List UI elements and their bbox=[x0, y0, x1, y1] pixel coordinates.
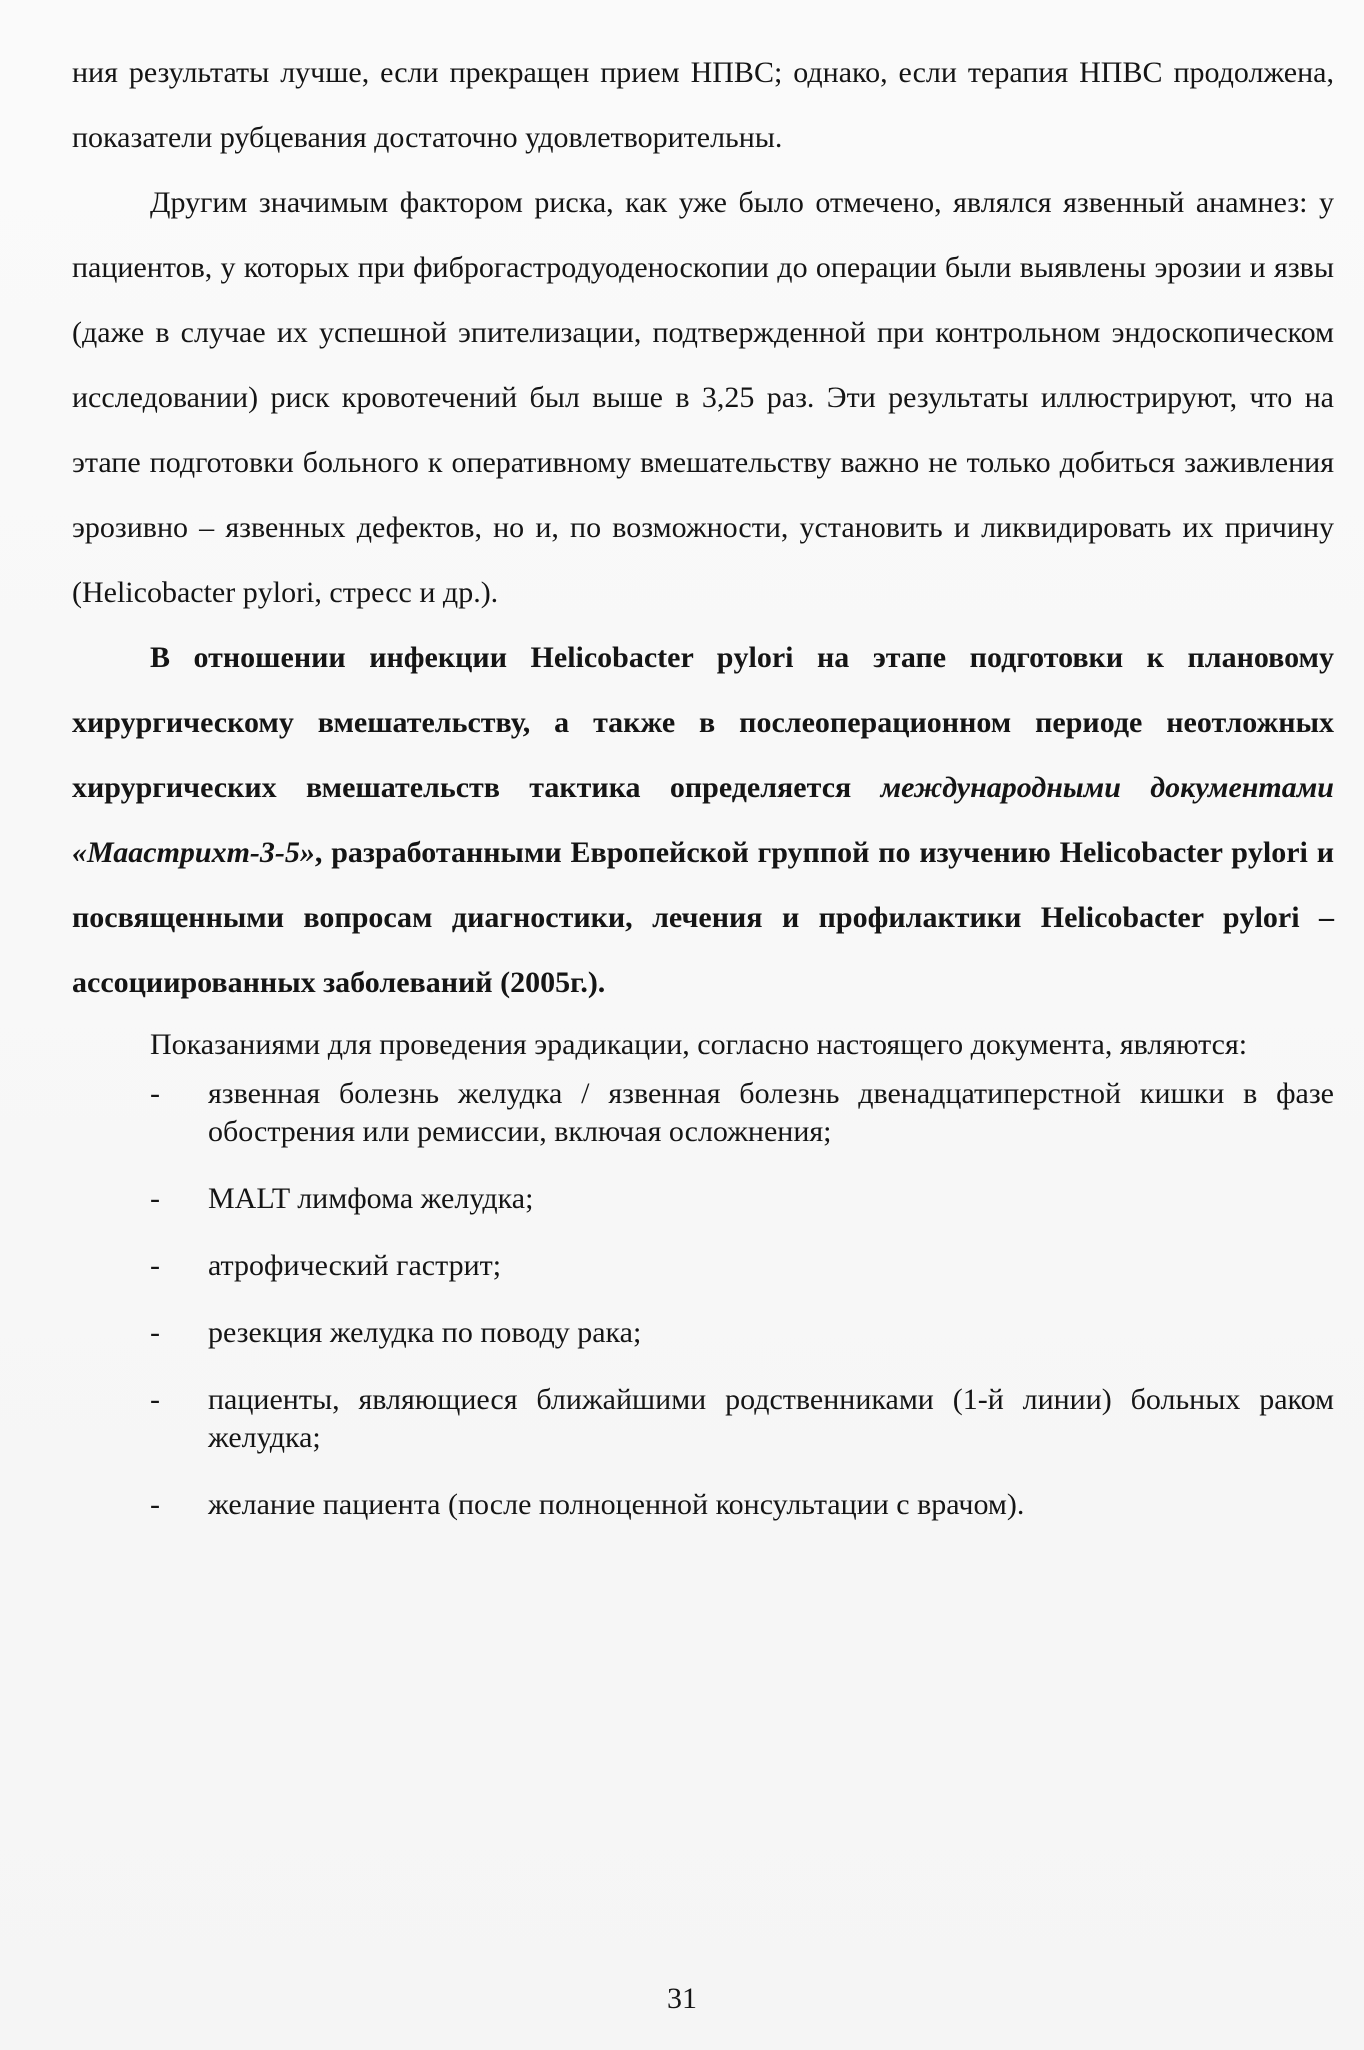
tactics-text-start: В отношении инфекции Helicobacter pylori на этапе подготовки к плановому хирургическому вмешательству, а также в послеоперационном периоде неотложных хирургических вмешательств тактика определяется bbox=[72, 641, 1334, 804]
page-number: 31 bbox=[667, 1982, 697, 2015]
list-item-text: пациенты, являющиеся ближайшими родственниками (1-й линии) больных раком желудка; bbox=[208, 1383, 1334, 1454]
paragraph-indications-intro: Показаниями для проведения эрадикации, согласно настоящего документа, являются: bbox=[150, 1028, 1248, 1061]
list-item bbox=[72, 1247, 1334, 1285]
dash-marker: - bbox=[150, 1488, 160, 1521]
list-item-text: язвенная болезнь желудка / язвенная болезнь двенадцатиперстной кишки в фазе обострения или ремиссии, включая осложнения; bbox=[208, 1077, 1334, 1148]
list-item-text: атрофический гастрит; bbox=[208, 1249, 502, 1282]
list-item-text: резекция желудка по поводу рака; bbox=[208, 1316, 642, 1349]
page-body bbox=[72, 40, 1334, 1553]
paragraph-helicobacter-tactics bbox=[72, 625, 1334, 1015]
paragraph-continuation: ния результаты лучше, если прекращен прием НПВС; однако, если терапия НПВС продолжена, показатели рубцевания достаточно удовлетворительны. bbox=[72, 56, 1334, 154]
dash-marker: - bbox=[150, 1383, 160, 1416]
list-item bbox=[72, 1180, 1334, 1218]
list-item bbox=[72, 1075, 1334, 1151]
list-item bbox=[72, 1486, 1334, 1524]
dash-marker: - bbox=[150, 1249, 160, 1282]
maastricht-reference: международными документами «Маастрихт-3-5» bbox=[72, 771, 1334, 869]
list-item bbox=[72, 1314, 1334, 1352]
list-item-text: желание пациента (после полноценной консультации с врачом). bbox=[208, 1488, 1025, 1521]
list-item-text: MALT лимфома желудка; bbox=[208, 1182, 534, 1215]
dash-marker: - bbox=[150, 1182, 160, 1215]
dash-marker: - bbox=[150, 1077, 160, 1110]
indications-list bbox=[72, 1075, 1334, 1524]
paragraph-risk-factor: Другим значимым фактором риска, как уже было отмечено, являлся язвенный анамнез: у пациентов, у которых при фиброгастродуоденоскопии до операции были выявлены эрозии и язвы (даже в случае их успешной эпителизации, подтвержденной при контрольном эндоскопическом исследовании) риск кровотечений был выше в 3,25 раз. Эти результаты иллюстрируют, что на этапе подготовки больного к оперативному вмешательству важно не только добиться заживления эрозивно – язвенных дефектов, но и, по возможности, установить и ликвидировать их причину (Helicobacter pylori, стресс и др.). bbox=[72, 186, 1334, 609]
list-item bbox=[72, 1381, 1334, 1457]
dash-marker: - bbox=[150, 1316, 160, 1349]
tactics-text-end: , разработанными Европейской группой по изучению Helicobacter pylori и посвященными вопросам диагностики, лечения и профилактики Helicobacter pylori – ассоциированных заболеваний (2005г.). bbox=[72, 836, 1334, 999]
